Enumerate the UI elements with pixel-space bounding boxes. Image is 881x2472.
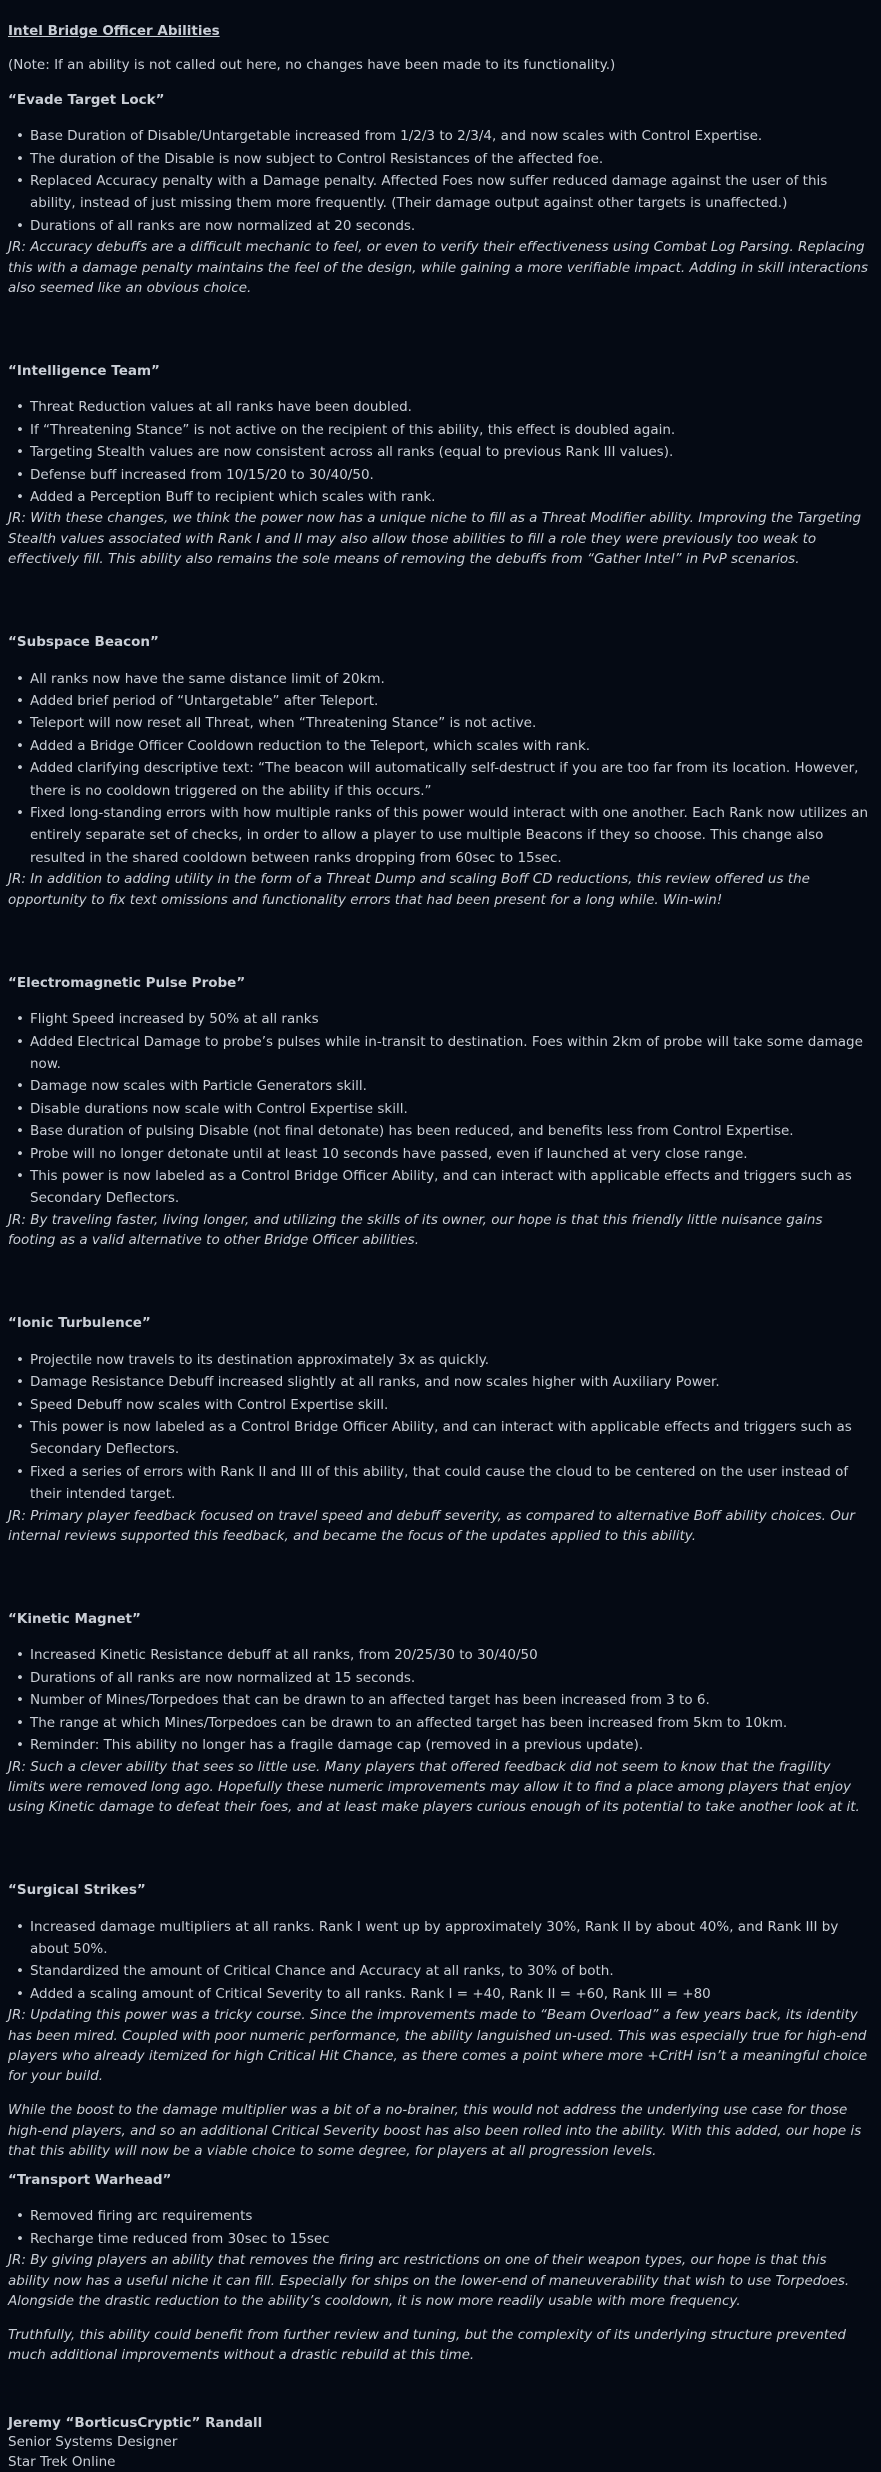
page-title: Intel Bridge Officer Abilities bbox=[8, 20, 869, 42]
change-item: • Number of Mines/Torpedoes that can be drawn to an affected target has been increased from 3 to 6. bbox=[22, 1689, 869, 1711]
designer-comment: JR: Primary player feedback focused on travel speed and debuff severity, as compared to alternative Boff ability choices. Our internal reviews supported this feedback, and became the focus of the updates applied to this ability. bbox=[8, 1506, 869, 1547]
change-item: • Fixed a series of errors with Rank II and III of this ability, that could cause the cloud to be centered on the user instead of their intended target. bbox=[22, 1461, 869, 1506]
section-spacer bbox=[8, 1546, 869, 1608]
change-item: • If “Threatening Stance” is not active on the recipient of this ability, this effect is doubled again. bbox=[22, 419, 869, 441]
ability-title: “Subspace Beacon” bbox=[8, 631, 869, 653]
change-list bbox=[8, 2205, 869, 2250]
signature-block bbox=[8, 2414, 869, 2472]
ability-section bbox=[8, 1879, 869, 2161]
ability-section bbox=[8, 1608, 869, 1817]
ability-section bbox=[8, 631, 869, 910]
change-item: • Added Electrical Damage to probe’s pulses while in-transit to destination. Foes within 2km of probe will take some damage now. bbox=[22, 1031, 869, 1076]
ability-title: “Electromagnetic Pulse Probe” bbox=[8, 972, 869, 994]
change-item: • This power is now labeled as a Control Bridge Officer Ability, and can interact with applicable effects and triggers such as Secondary Deflectors. bbox=[22, 1416, 869, 1461]
change-item: • The range at which Mines/Torpedoes can be drawn to an affected target has been increased from 5km to 10km. bbox=[22, 1712, 869, 1734]
intro-note: (Note: If an ability is not called out here, no changes have been made to its functionality.) bbox=[8, 54, 869, 76]
change-item: • Recharge time reduced from 30sec to 15sec bbox=[22, 2228, 869, 2250]
change-item: • Increased damage multipliers at all ranks. Rank I went up by approximately 30%, Rank II by about 40%, and Rank III by about 50%. bbox=[22, 1916, 869, 1961]
change-item: • Base Duration of Disable/Untargetable increased from 1/2/3 to 2/3/4, and now scales with Control Expertise. bbox=[22, 125, 869, 147]
designer-comment: JR: In addition to adding utility in the form of a Threat Dump and scaling Boff CD reductions, this review offered us the opportunity to fix text omissions and functionality errors that had been present for a long while. Win-win! bbox=[8, 869, 869, 910]
designer-comment: JR: By traveling faster, living longer, and utilizing the skills of its owner, our hope is that this friendly little nuisance gains footing as a valid alternative to other Bridge Officer abilities. bbox=[8, 1210, 869, 1251]
section-spacer bbox=[8, 569, 869, 631]
ability-title: “Kinetic Magnet” bbox=[8, 1608, 869, 1630]
ability-section bbox=[8, 89, 869, 298]
ability-title: “Transport Warhead” bbox=[8, 2169, 869, 2191]
section-spacer bbox=[8, 1250, 869, 1312]
change-item: • Durations of all ranks are now normalized at 15 seconds. bbox=[22, 1667, 869, 1689]
designer-comment: JR: Such a clever ability that sees so little use. Many players that offered feedback did not seem to know that the fragility limits were removed long ago. Hopefully these numeric improvements may allow it to find a place among players that enjoy using Kinetic damage to defeat their foes, and at least make players curious enough of its potential to take another look at it. bbox=[8, 1757, 869, 1818]
designer-comment: JR: Accuracy debuffs are a difficult mechanic to feel, or even to verify their effectiveness using Combat Log Parsing. Replacing this with a damage penalty maintains the feel of the design, while gaining a more verifiable impact. Adding in skill interactions also seemed like an obvious choice. bbox=[8, 237, 869, 298]
change-item: • Threat Reduction values at all ranks have been doubled. bbox=[22, 396, 869, 418]
change-item: • Added a scaling amount of Critical Severity to all ranks. Rank I = +40, Rank II = +60, Rank III = +80 bbox=[22, 1983, 869, 2005]
change-item: • Targeting Stealth values are now consistent across all ranks (equal to previous Rank III values). bbox=[22, 441, 869, 463]
change-item: • Probe will no longer detonate until at least 10 seconds have passed, even if launched at very close range. bbox=[22, 1143, 869, 1165]
section-spacer bbox=[8, 910, 869, 972]
change-list bbox=[8, 396, 869, 508]
change-item: • Projectile now travels to its destination approximately 3x as quickly. bbox=[22, 1349, 869, 1371]
section-spacer bbox=[8, 298, 869, 360]
change-item: • Reminder: This ability no longer has a fragile damage cap (removed in a previous update). bbox=[22, 1734, 869, 1756]
change-item: • Speed Debuff now scales with Control Expertise skill. bbox=[22, 1394, 869, 1416]
change-item: • The duration of the Disable is now subject to Control Resistances of the affected foe. bbox=[22, 148, 869, 170]
change-item: • Standardized the amount of Critical Chance and Accuracy at all ranks, to 30% of both. bbox=[22, 1960, 869, 1982]
change-item: • Added a Perception Buff to recipient which scales with rank. bbox=[22, 486, 869, 508]
change-item: • Durations of all ranks are now normalized at 20 seconds. bbox=[22, 215, 869, 237]
ability-title: “Intelligence Team” bbox=[8, 360, 869, 382]
designer-comment: JR: Updating this power was a tricky course. Since the improvements made to “Beam Overload” a few years back, its identity has been mired. Coupled with poor numeric performance, the ability languished un-used. This was especially true for high-end players who already itemized for high Critical Hit Chance, as there comes a point where more +CritH isn’t a meaningful choice for your build. bbox=[8, 2005, 869, 2086]
change-item: • Teleport will now reset all Threat, when “Threatening Stance” is not active. bbox=[22, 712, 869, 734]
ability-section bbox=[8, 360, 869, 569]
sections-container bbox=[8, 89, 869, 2366]
signature-name: Jeremy “BorticusCryptic” Randall bbox=[8, 2414, 869, 2434]
change-item: • Added brief period of “Untargetable” after Teleport. bbox=[22, 690, 869, 712]
ability-title: “Surgical Strikes” bbox=[8, 1879, 869, 1901]
change-item: • Defense buff increased from 10/15/20 to 30/40/50. bbox=[22, 464, 869, 486]
ability-section bbox=[8, 2169, 869, 2365]
change-item: • Fixed long-standing errors with how multiple ranks of this power would interact with one another. Each Rank now utilizes an entirely separate set of checks, in order to allow a player to use multiple Beacons if they so choose. This change also resulted in the shared cooldown between ranks dropping from 60sec to 15sec. bbox=[22, 802, 869, 869]
change-list bbox=[8, 668, 869, 870]
section-spacer bbox=[8, 2161, 869, 2169]
change-item: • Added a Bridge Officer Cooldown reduction to the Teleport, which scales with rank. bbox=[22, 735, 869, 757]
ability-section bbox=[8, 972, 869, 1251]
change-item: • This power is now labeled as a Control Bridge Officer Ability, and can interact with applicable effects and triggers such as Secondary Deflectors. bbox=[22, 1165, 869, 1210]
change-list bbox=[8, 1008, 869, 1210]
change-item: • Replaced Accuracy penalty with a Damage penalty. Affected Foes now suffer reduced damage against the user of this ability, instead of just missing them more frequently. (Their damage output against other targets is unaffected.) bbox=[22, 170, 869, 215]
change-item: • Base duration of pulsing Disable (not final detonate) has been reduced, and benefits less from Control Expertise. bbox=[22, 1120, 869, 1142]
change-list bbox=[8, 1916, 869, 2006]
signature-game: Star Trek Online bbox=[8, 2453, 869, 2472]
change-item: • Flight Speed increased by 50% at all ranks bbox=[22, 1008, 869, 1030]
change-item: • Disable durations now scale with Control Expertise skill. bbox=[22, 1098, 869, 1120]
change-item: • Added clarifying descriptive text: “The beacon will automatically self-destruct if you are too far from its location. However, there is no cooldown triggered on the ability if this occurs.” bbox=[22, 757, 869, 802]
designer-comment: Truthfully, this ability could benefit from further review and tuning, but the complexity of its underlying structure prevented much additional improvements without a drastic rebuild at this time. bbox=[8, 2325, 869, 2366]
change-item: • Damage Resistance Debuff increased slightly at all ranks, and now scales higher with Auxiliary Power. bbox=[22, 1371, 869, 1393]
designer-comment: JR: By giving players an ability that removes the firing arc restrictions on one of their weapon types, our hope is that this ability now has a useful niche it can fill. Especially for ships on the lower-end of maneuverability that wish to use Torpedoes. Alongside the drastic reduction to the ability’s cooldown, it is now more readily usable with more frequency. bbox=[8, 2250, 869, 2311]
ability-title: “Evade Target Lock” bbox=[8, 89, 869, 111]
change-item: • Damage now scales with Particle Generators skill. bbox=[22, 1075, 869, 1097]
designer-comment: While the boost to the damage multiplier was a bit of a no-brainer, this would not address the underlying use case for those high-end players, and so an additional Critical Severity boost has also been rolled into the ability. With this added, our hope is that this ability will now be a viable choice to some degree, for players at all progression levels. bbox=[8, 2100, 869, 2161]
signature-role: Senior Systems Designer bbox=[8, 2433, 869, 2453]
change-item: • Removed firing arc requirements bbox=[22, 2205, 869, 2227]
change-item: • All ranks now have the same distance limit of 20km. bbox=[22, 668, 869, 690]
designer-comment: JR: With these changes, we think the power now has a unique niche to fill as a Threat Modifier ability. Improving the Targeting Stealth values associated with Rank I and II may also allow those abilities to fill a role they were previously too weak to effectively fill. This ability also remains the sole means of removing the debuffs from “Gather Intel” in PvP scenarios. bbox=[8, 508, 869, 569]
change-list bbox=[8, 1644, 869, 1756]
ability-section bbox=[8, 1312, 869, 1546]
section-spacer bbox=[8, 1817, 869, 1879]
change-item: • Increased Kinetic Resistance debuff at all ranks, from 20/25/30 to 30/40/50 bbox=[22, 1644, 869, 1666]
change-list bbox=[8, 125, 869, 237]
ability-title: “Ionic Turbulence” bbox=[8, 1312, 869, 1334]
change-list bbox=[8, 1349, 869, 1506]
